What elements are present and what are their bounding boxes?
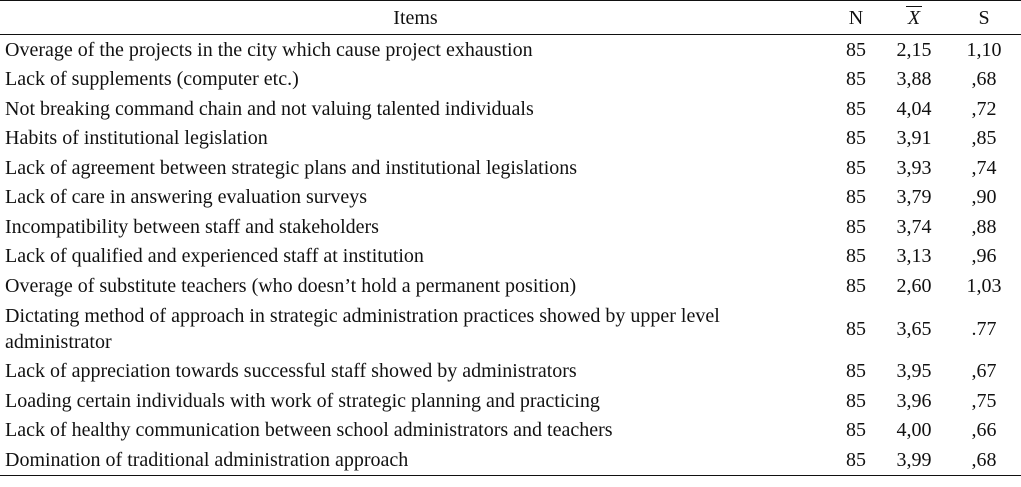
n-cell: 85 [831, 445, 881, 475]
mean-cell: 3,93 [896, 156, 932, 179]
table-row [0, 416, 1021, 446]
n-cell: 85 [846, 186, 866, 209]
mean-cell: 3,96 [896, 389, 932, 412]
table-row [0, 271, 1021, 301]
mean-cell: 3,79 [896, 186, 932, 209]
n-cell: 85 [846, 274, 866, 297]
mean-cell: 3,13 [896, 245, 932, 268]
item-cell: Lack of qualified and experienced staff at institution [5, 245, 424, 268]
n-cell: 85 [846, 245, 866, 268]
table-row [0, 242, 1021, 272]
n-cell: 85 [846, 389, 866, 412]
mean-cell: 3,74 [896, 215, 932, 238]
mean-cell: 2,15 [896, 38, 932, 61]
s-cell: ,90 [971, 186, 997, 209]
table-row [0, 301, 1021, 357]
table-row [0, 65, 1021, 95]
n-cell: 85 [846, 317, 866, 340]
s-cell: 1,10 [966, 38, 1002, 61]
n-cell: 85 [846, 215, 866, 238]
header-row [0, 1, 1021, 35]
n-cell: 85 [846, 97, 866, 120]
item-cell: Incompatibility between staff and stakeholders [5, 215, 379, 238]
header-items: Items [0, 1, 831, 35]
item-cell: Lack of agreement between strategic plans and institutional legislations [5, 156, 578, 179]
mean-cell: 3,65 [896, 317, 932, 340]
n-cell: 85 [846, 419, 866, 442]
n-cell: 85 [846, 38, 866, 61]
table-row [0, 357, 1021, 387]
s-cell: 1,03 [966, 274, 1002, 297]
mean-symbol: X [907, 6, 921, 29]
table-row [0, 35, 1021, 65]
mean-cell: 3,88 [896, 68, 932, 91]
item-cell: Lack of appreciation towards successful staff showed by administrators [5, 360, 577, 383]
s-cell: ,88 [971, 215, 997, 238]
s-cell: .77 [971, 317, 997, 340]
item-cell: Overage of substitute teachers (who doesn’t hold a permanent position) [5, 274, 577, 297]
item-cell: Dictating method of approach in strategic administration practices showed by upper level administrator [5, 304, 720, 353]
item-cell: Not breaking command chain and not valuing talented individuals [5, 97, 534, 120]
item-cell: Habits of institutional legislation [5, 127, 268, 150]
item-cell: Lack of care in answering evaluation surveys [5, 186, 368, 209]
s-cell: ,68 [971, 68, 997, 91]
n-cell: 85 [846, 360, 866, 383]
s-cell: ,66 [971, 419, 997, 442]
table-row [0, 445, 1021, 475]
item-cell: Loading certain individuals with work of strategic planning and practicing [5, 389, 600, 412]
n-cell: 85 [846, 68, 866, 91]
table-row [0, 94, 1021, 124]
n-cell: 85 [846, 127, 866, 150]
table-row [0, 386, 1021, 416]
mean-cell: 4,00 [896, 419, 932, 442]
table-row [0, 183, 1021, 213]
s-cell: ,74 [971, 156, 997, 179]
mean-cell: 3,95 [896, 360, 932, 383]
s-cell: ,96 [971, 245, 997, 268]
n-cell: 85 [846, 156, 866, 179]
item-cell: Lack of supplements (computer etc.) [5, 68, 299, 91]
s-cell: ,72 [971, 97, 997, 120]
s-cell: ,75 [971, 389, 997, 412]
table-body [0, 35, 1021, 476]
item-cell: Domination of traditional administration approach [0, 445, 831, 475]
table-header [0, 1, 1021, 35]
mean-cell: 4,04 [896, 97, 932, 120]
item-cell: Lack of healthy communication between school administrators and teachers [5, 419, 613, 442]
header-s: S [947, 1, 1021, 35]
table-row [0, 124, 1021, 154]
mean-cell: 2,60 [896, 274, 932, 297]
s-cell: ,85 [971, 127, 997, 150]
table-row [0, 153, 1021, 183]
header-n: N [831, 1, 881, 35]
header-mean [881, 1, 947, 35]
table-row [0, 212, 1021, 242]
mean-cell: 3,99 [881, 445, 947, 475]
item-cell: Overage of the projects in the city which cause project exhaustion [5, 38, 533, 61]
s-cell: ,67 [971, 360, 997, 383]
mean-cell: 3,91 [896, 127, 932, 150]
s-cell: ,68 [947, 445, 1021, 475]
